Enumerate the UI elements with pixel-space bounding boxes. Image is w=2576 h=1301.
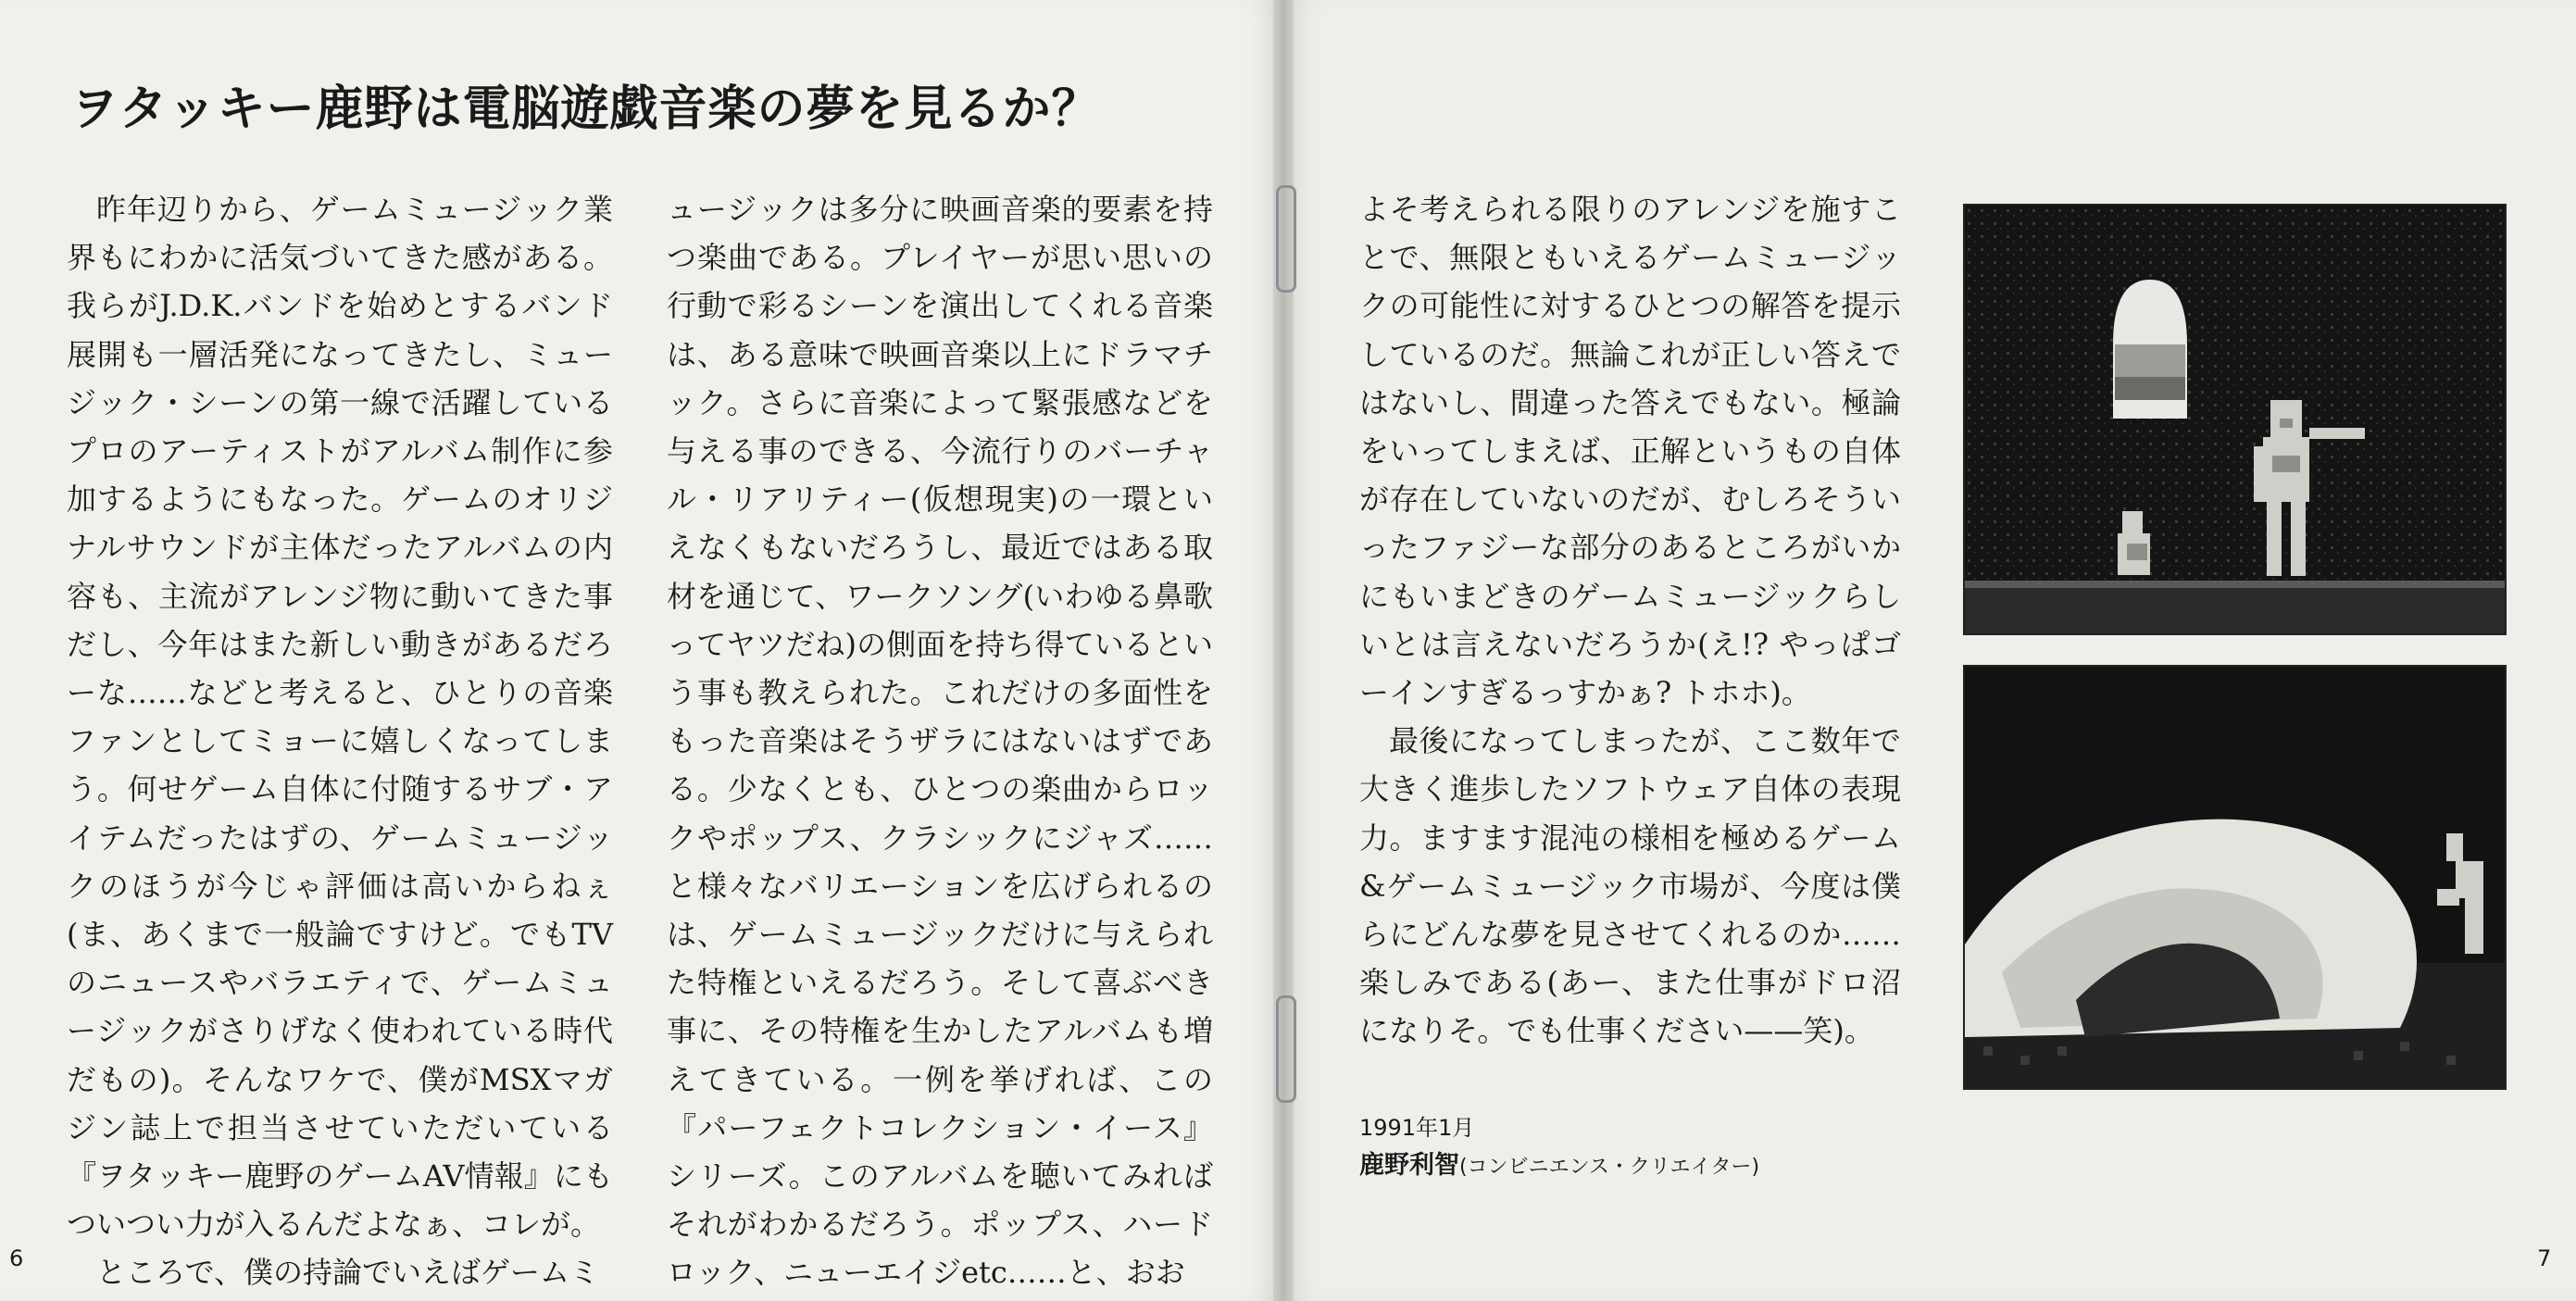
signature-name-line <box>1359 1145 1759 1189</box>
left-page <box>0 0 1282 1301</box>
text-column-3 <box>1359 185 1901 1056</box>
paragraph: 最後になってしまったが、ここ数年で大きく進歩したソフトウェア自体の表現力。ますます混沌の様相を極めるゲーム&ゲームミュージック市場が、今度は僕らにどんな夢を見させてくれるのか……楽しみである(あー、また仕事がドロ沼になりそ。でも仕事ください——笑)。 <box>1359 723 1901 1049</box>
paragraph: ュージックは多分に映画音楽的要素を持つ楽曲である。プレイヤーが思い思いの行動で彩るシーンを演出してくれる音楽は、ある意味で映画音楽以上にドラマチック。さらに音楽によって緊張感などを与える事のできる、今流行りのバーチャル・リアリティー(仮想現実)の一環といえなくもないだろうし、最近ではある取材を通じて、ワークソング(いわゆる鼻歌ってヤツだね)の側面を持ち得ているという事も教えられた。これだけの多面性をもった音楽はそうザラにはないはずである。少なくとも、ひとつの楽曲からロックやポップス、クラシックにジャズ……と様々なバリエーションを広げられるのは、ゲームミュージックだけに与えられた特権といえるだろう。そして喜ぶべき事に、その特権を生かしたアルバムも増えてきている。一例を挙げれば、この『パーフェクトコレクション・イース』シリーズ。このアルバムを聴いてみればそれがわかるだろう。ポップス、ハードロック、ニューエイジetc……と、おお <box>667 192 1213 1291</box>
warrior-scene-image <box>1965 206 2505 633</box>
landscape-scene-image <box>1965 667 2505 1088</box>
text-column-2 <box>667 185 1213 1297</box>
game-screenshot-landscape <box>1963 665 2507 1090</box>
staple-top <box>1276 185 1296 293</box>
author-role: (コンビニエンス・クリエイター) <box>1459 1156 1760 1179</box>
text-column-1 <box>67 185 613 1297</box>
author-name: 鹿野利智 <box>1359 1151 1459 1180</box>
author-signature <box>1359 1111 1759 1189</box>
staple-bottom <box>1276 995 1296 1103</box>
article-title: ヲタッキー鹿野は電脳遊戯音楽の夢を見るか？ <box>70 81 1101 137</box>
signature-date: 1991年1月 <box>1359 1115 1475 1141</box>
paragraph: 昨年辺りから、ゲームミュージック業界もにわかに活気づいてきた感がある。我らがJ.D.K.バンドを始めとするバンド展開も一層活発になってきたし、ミュージック・シーンの第一線で活躍しているプロのアーティストがアルバム制作に参加するようにもなった。ゲームのオリジナルサウンドが主体だったアルバムの内容も、主流がアレンジ物に動いてきた事だし、今年はまた新しい動きがあるだろーな……などと考えると、ひとりの音楽ファンとしてミョーに嬉しくなってしまう。何せゲーム自体に付随するサブ・アイテムだったはずの、ゲームミュージックのほうが今じゃ評価は高いからねぇ(ま、あくまで一般論ですけど。でもTVのニュースやバラエティで、ゲームミュージックがさりげなく使われている時代だもの)。そんなワケで、僕がMSXマガジン誌上で担当させていただいている『ヲタッキー鹿野のゲームAV情報』にもついつい力が入るんだよなぁ、コレが。 <box>67 192 613 1243</box>
page-number-left: 6 <box>9 1245 24 1271</box>
paragraph: よそ考えられる限りのアレンジを施すことで、無限ともいえるゲームミュージックの可能性に対するひとつの解答を提示しているのだ。無論これが正しい答えではないし、間違った答えでもない。極論をいってしまえば、正解というもの自体が存在していないのだが、むしろそういったファジーな部分のあるところがいかにもいまどきのゲームミュージックらしいとは言えないだろうか(え!? やっぱゴーインすぎるっすかぁ? トホホ)。 <box>1359 192 1901 711</box>
page-number-right: 7 <box>2537 1245 2552 1271</box>
paragraph: ところで、僕の持論でいえばゲームミ <box>96 1255 600 1291</box>
game-screenshot-warrior <box>1963 204 2507 635</box>
